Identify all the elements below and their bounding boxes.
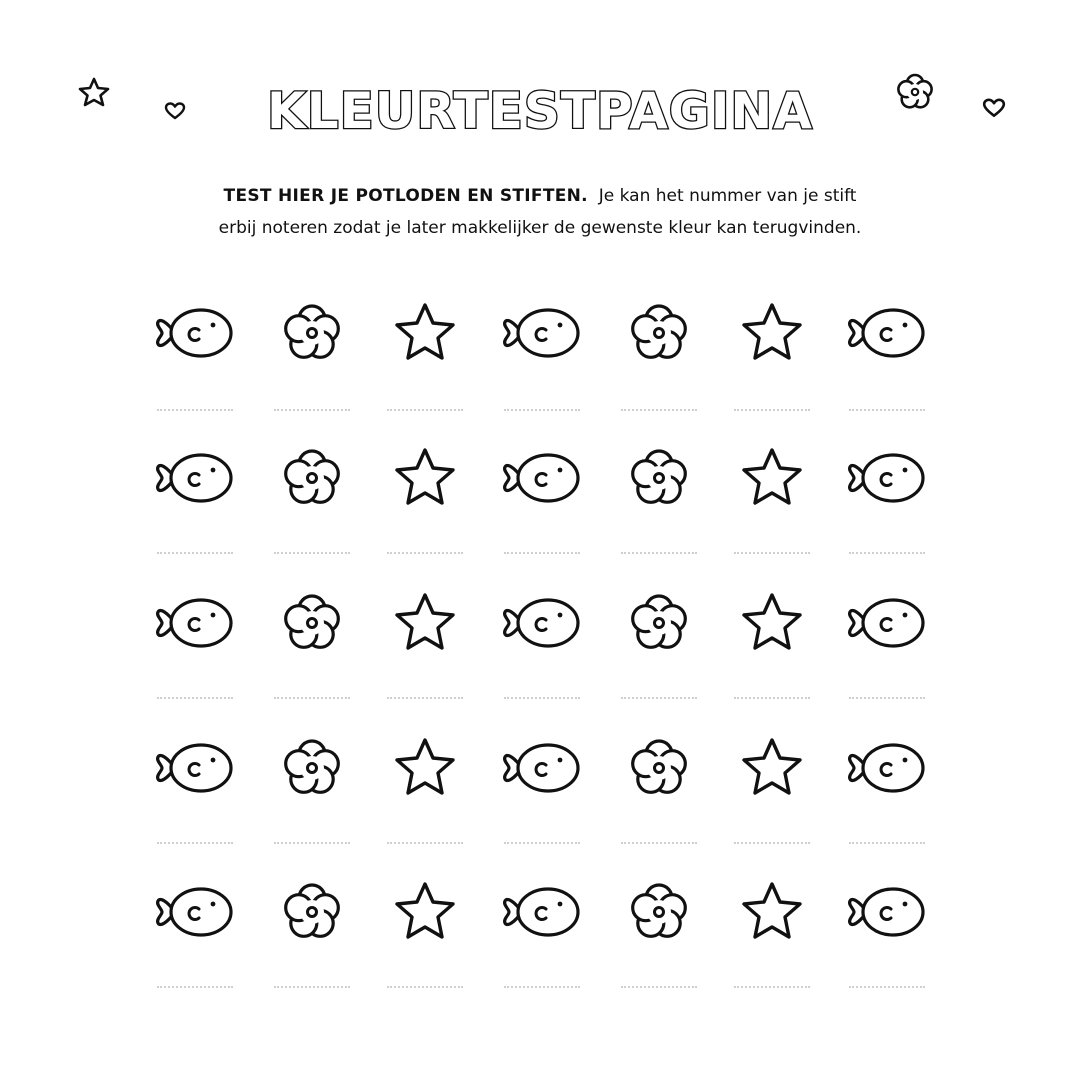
- note-line[interactable]: [621, 842, 697, 844]
- note-line[interactable]: [734, 697, 810, 699]
- star-icon: [391, 880, 459, 948]
- note-line[interactable]: [734, 552, 810, 554]
- intro-text-line-1: Je kan het nummer van je stift: [598, 186, 857, 206]
- star-icon: [738, 446, 806, 514]
- flower-icon: [277, 300, 347, 370]
- note-line[interactable]: [849, 842, 925, 844]
- flower-icon: [624, 445, 694, 515]
- flower-icon: [624, 735, 694, 805]
- flower-icon: [277, 445, 347, 515]
- note-line[interactable]: [621, 986, 697, 988]
- fish-icon: [502, 883, 582, 945]
- fish-icon: [847, 594, 927, 656]
- star-icon: [738, 591, 806, 659]
- note-line[interactable]: [621, 409, 697, 411]
- fish-icon: [847, 739, 927, 801]
- fish-icon: [502, 594, 582, 656]
- fish-icon: [502, 739, 582, 801]
- note-line[interactable]: [504, 986, 580, 988]
- page-title: KLEURTESTPAGINA: [267, 82, 813, 140]
- note-line[interactable]: [157, 409, 233, 411]
- note-line[interactable]: [387, 842, 463, 844]
- fish-icon: [155, 594, 235, 656]
- note-line[interactable]: [387, 697, 463, 699]
- intro-lead: TEST HIER JE POTLODEN EN STIFTEN.: [223, 186, 588, 206]
- flower-icon: [624, 879, 694, 949]
- note-line[interactable]: [849, 697, 925, 699]
- star-icon: [738, 736, 806, 804]
- flower-icon: [277, 735, 347, 805]
- flower-icon: [277, 879, 347, 949]
- star-icon: [738, 301, 806, 369]
- intro-line-1: [100, 180, 980, 212]
- fish-icon: [502, 449, 582, 511]
- star-icon: [391, 736, 459, 804]
- note-line[interactable]: [849, 552, 925, 554]
- note-line[interactable]: [387, 409, 463, 411]
- note-line[interactable]: [157, 842, 233, 844]
- note-line[interactable]: [849, 409, 925, 411]
- note-line[interactable]: [387, 552, 463, 554]
- note-line[interactable]: [157, 697, 233, 699]
- note-line[interactable]: [387, 986, 463, 988]
- fish-icon: [155, 304, 235, 366]
- note-line[interactable]: [274, 552, 350, 554]
- note-line[interactable]: [274, 986, 350, 988]
- flower-icon: [624, 590, 694, 660]
- note-line[interactable]: [274, 842, 350, 844]
- fish-icon: [847, 883, 927, 945]
- note-line[interactable]: [504, 409, 580, 411]
- note-line[interactable]: [504, 842, 580, 844]
- note-line[interactable]: [621, 552, 697, 554]
- note-line[interactable]: [274, 697, 350, 699]
- flower-icon: [624, 300, 694, 370]
- note-line[interactable]: [274, 409, 350, 411]
- note-line[interactable]: [504, 552, 580, 554]
- fish-icon: [502, 304, 582, 366]
- note-line[interactable]: [849, 986, 925, 988]
- star-icon: [391, 301, 459, 369]
- star-icon: [738, 880, 806, 948]
- note-line[interactable]: [734, 986, 810, 988]
- intro-text: [100, 180, 980, 244]
- fish-icon: [847, 304, 927, 366]
- fish-icon: [155, 883, 235, 945]
- intro-text-line-2: erbij noteren zodat je later makkelijker de gewenste kleur kan terugvinden.: [218, 218, 862, 238]
- star-icon: [391, 591, 459, 659]
- note-line[interactable]: [157, 986, 233, 988]
- note-line[interactable]: [734, 409, 810, 411]
- fish-icon: [155, 449, 235, 511]
- note-line[interactable]: [157, 552, 233, 554]
- note-line[interactable]: [504, 697, 580, 699]
- fish-icon: [155, 739, 235, 801]
- fish-icon: [847, 449, 927, 511]
- flower-icon: [277, 590, 347, 660]
- note-line[interactable]: [734, 842, 810, 844]
- star-icon: [391, 446, 459, 514]
- note-line[interactable]: [621, 697, 697, 699]
